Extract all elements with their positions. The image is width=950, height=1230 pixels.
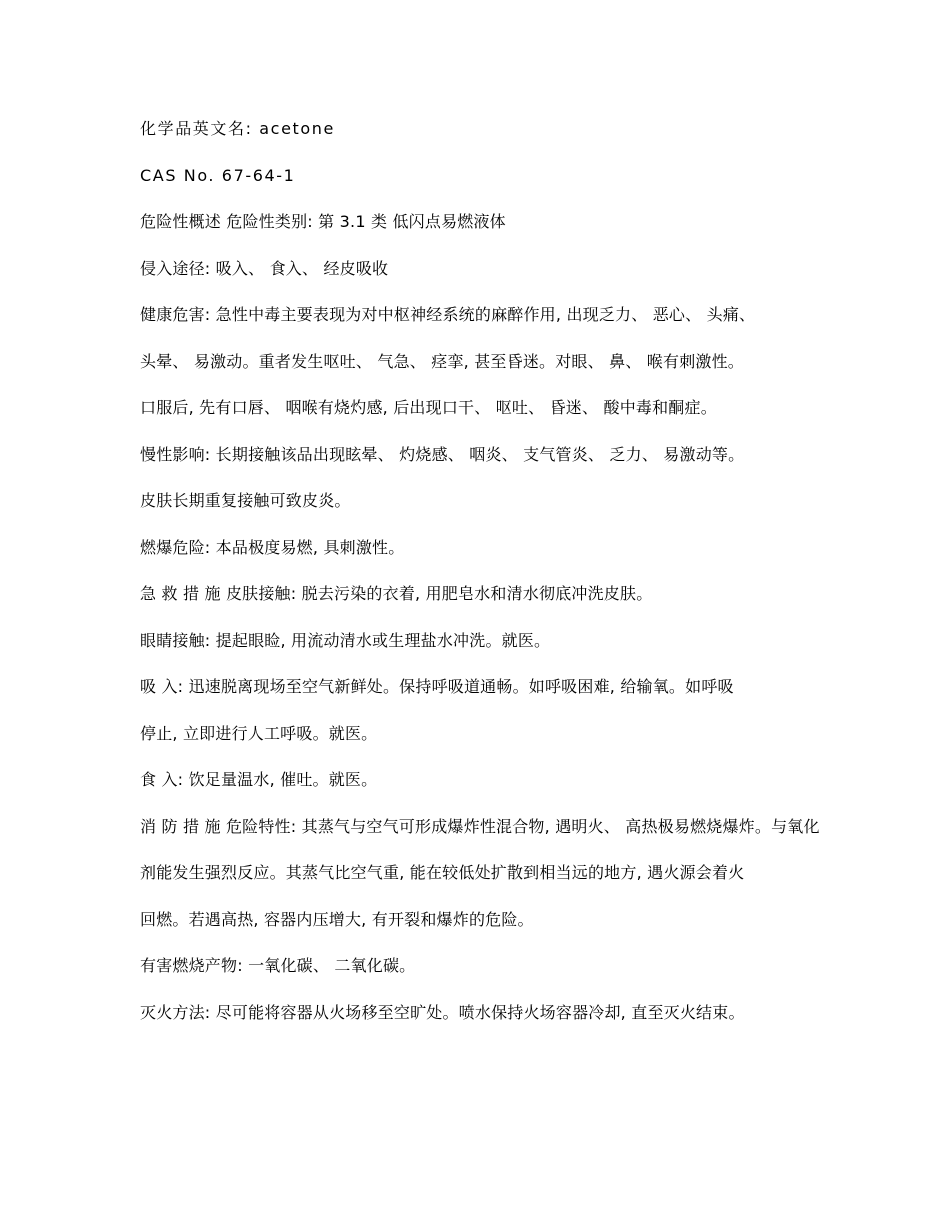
explosion-hazard: 燃爆危险: 本品极度易燃, 具刺激性。 xyxy=(140,537,405,557)
skin-effects: 皮肤长期重复接触可致皮炎。 xyxy=(140,491,351,510)
first-aid-skin: 急 救 措 施 皮肤接触: 脱去污染的衣着, 用肥皂水和清水彻底冲洗皮肤。 xyxy=(140,584,653,603)
health-hazards-continued: 头晕、 易激动。重者发生呕吐、 气急、 痉挛, 甚至昏迷。对眼、 鼻、 喉有刺激性。 xyxy=(140,351,745,371)
firefighting-hazards-end: 回燃。若遇高热, 容器内压增大, 有开裂和爆炸的危险。 xyxy=(140,909,534,929)
cas-number: CAS No. 67-64-1 xyxy=(140,165,296,185)
first-aid-ingestion: 食 入: 饮足量温水, 催吐。就医。 xyxy=(140,770,378,789)
firefighting-hazards: 消 防 措 施 危险特性: 其蒸气与空气可形成爆炸性混合物, 遇明火、 高热极易燃烧爆炸。与氧化 xyxy=(140,816,820,836)
first-aid-inhalation-continued: 停止, 立即进行人工呼吸。就医。 xyxy=(140,723,378,743)
chronic-effects: 慢性影响: 长期接触该品出现眩晕、 灼烧感、 咽炎、 支气管炎、 乏力、 易激动等。 xyxy=(140,444,745,464)
first-aid-eyes: 眼睛接触: 提起眼睑, 用流动清水或生理盐水冲洗。就医。 xyxy=(140,630,551,650)
hazard-overview: 危险性概述 危险性类别: 第 3.1 类 低闪点易燃液体 xyxy=(140,212,506,231)
extinguishing-method: 灭火方法: 尽可能将容器从火场移至空旷处。喷水保持火场容器冷却, 直至灭火结束。 xyxy=(140,1002,745,1022)
firefighting-hazards-continued: 剂能发生强烈反应。其蒸气比空气重, 能在较低处扩散到相当远的地方, 遇火源会着火 xyxy=(140,863,745,882)
first-aid-inhalation: 吸 入: 迅速脱离现场至空气新鲜处。保持呼吸道通畅。如呼吸困难, 给输氧。如呼吸 xyxy=(140,677,734,696)
oral-exposure: 口服后, 先有口唇、 咽喉有烧灼感, 后出现口干、 呕吐、 昏迷、 酸中毒和酮症。 xyxy=(140,398,717,417)
combustion-products: 有害燃烧产物: 一氧化碳、 二氧化碳。 xyxy=(140,956,416,975)
exposure-routes: 侵入途径: 吸入、 食入、 经皮吸收 xyxy=(140,258,389,278)
document-body xyxy=(140,118,830,1048)
chemical-english-name: 化学品英文名: acetone xyxy=(140,119,335,138)
health-hazards: 健康危害: 急性中毒主要表现为对中枢神经系统的麻醉作用, 出现乏力、 恶心、 头痛、 xyxy=(140,305,756,324)
